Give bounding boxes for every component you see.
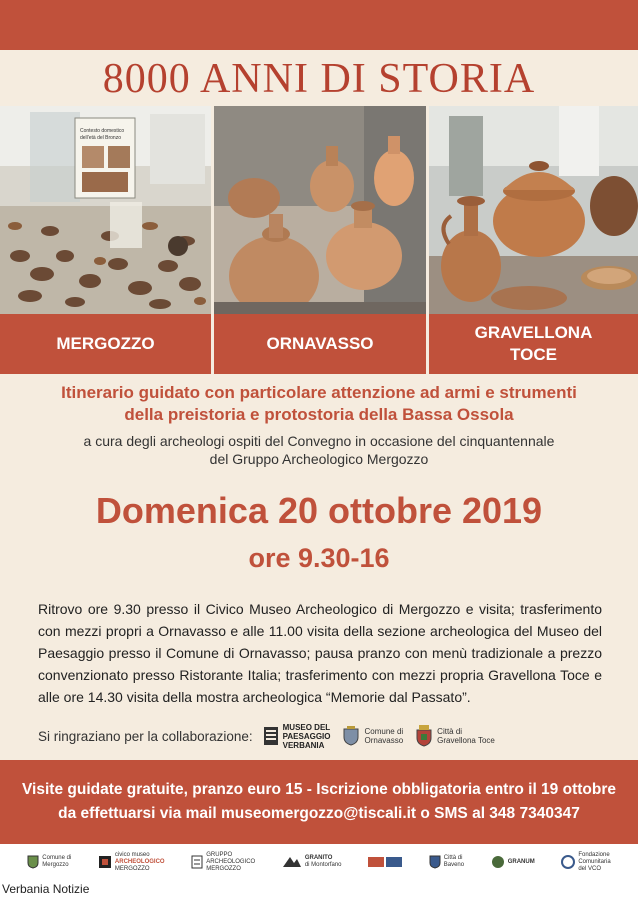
gravellona-crest-icon xyxy=(415,725,433,747)
photo-sign-line2: dell'età del Bronzo xyxy=(80,135,121,141)
sponsor-text: Mergozzo xyxy=(42,862,69,868)
itinerary-subtitle-line1: a cura degli archeologi ospiti del Convegno in occasione del cinquantennale xyxy=(83,433,555,449)
sponsor-text: civico museo xyxy=(114,851,150,858)
sponsor-text: Fondazione xyxy=(578,851,610,858)
sponsor-granito-montorfano xyxy=(282,855,342,869)
partner-text: Gravellona Toce xyxy=(437,736,495,745)
sponsor-text: MERGOZZO xyxy=(206,865,241,872)
event-description: Ritrovo ore 9.30 presso il Civico Museo Archeologico di Mergozzo e visita; trasferimento con mezzi propri a Ornavasso e alle 11.00 visita della sezione archeologica del Museo del Paesaggio presso il Comune di Ornavasso; pausa pranzo con menù tradizionale a prezzo convenzionato presso Ristorante Italia; trasferimento con mezzi propria Gravellona Toce e alle ore 14.30 visita della mostra archeologica “Memorie dal Passato”. xyxy=(38,601,602,705)
location-label-line2: TOCE xyxy=(510,345,557,364)
partner-text: Ornavasso xyxy=(364,736,404,745)
ornavasso-crest-icon xyxy=(342,726,360,746)
museo-logo-icon xyxy=(98,855,112,869)
itinerary-subtitle-line2: del Gruppo Archeologico Mergozzo xyxy=(209,451,429,467)
sponsor-text: del VCO xyxy=(578,865,602,872)
location-label-line1: MERGOZZO xyxy=(56,334,155,353)
sponsor-text: MERGOZZO xyxy=(114,865,150,872)
itinerary-heading xyxy=(20,382,618,426)
partner-text: VERBANIA xyxy=(282,740,325,750)
sponsor-gruppo-archeologico xyxy=(191,852,255,873)
photo-mergozzo-museum xyxy=(0,106,211,314)
sponsor-text: Comune di xyxy=(42,855,72,861)
mergozzo-crest-icon xyxy=(27,855,39,869)
partner-text: MUSEO DEL xyxy=(282,722,331,732)
sponsor-civico-museo xyxy=(98,852,165,873)
location-label-mergozzo xyxy=(0,314,211,374)
location-label-gravellona-toce xyxy=(429,314,638,374)
location-label-ornavasso xyxy=(214,314,426,374)
sponsor-logo-row xyxy=(0,844,638,880)
top-band xyxy=(0,0,638,50)
info-band xyxy=(0,760,638,844)
baveno-crest-icon xyxy=(429,855,441,869)
fondazione-logo-icon xyxy=(561,855,575,869)
partners-label: Si ringraziano per la collaborazione: xyxy=(38,728,253,744)
museo-paesaggio-logo-icon xyxy=(263,726,279,746)
regional-logos-icon xyxy=(368,855,402,869)
event-date: Domenica 20 ottobre 2019 xyxy=(95,490,543,531)
partners-row xyxy=(38,716,602,756)
sponsor-regional-strip xyxy=(368,855,402,869)
info-line2: da effettuarsi via mail museomergozzo@tiscali.it o SMS al 348 7340347 xyxy=(58,805,580,822)
photo-ornavasso-jars xyxy=(214,106,426,314)
location-strip xyxy=(0,314,638,374)
partner-text: PAESAGGIO xyxy=(282,731,331,741)
poster-title: 8000 ANNI DI STORIA xyxy=(102,56,536,102)
info-line1: Visite guidate gratuite, pranzo euro 15 - Iscrizione obbligatoria entro il 19 ottobre xyxy=(22,781,616,798)
location-label-line1: ORNAVASSO xyxy=(266,334,374,353)
photo-strip xyxy=(0,106,638,314)
location-label-line1: GRAVELLONA xyxy=(474,323,593,342)
sponsor-fondazione-comunitaria xyxy=(561,852,610,873)
sponsor-text: ARCHEOLOGICO xyxy=(206,858,256,865)
sponsor-text: GRANUM xyxy=(507,858,535,865)
sponsor-text: di Montorfano xyxy=(304,862,342,868)
sponsor-text: ARCHEOLOGICO xyxy=(114,858,165,865)
itinerary-heading-line1: Itinerario guidato con particolare attenzione ad armi e strumenti xyxy=(61,383,577,402)
sponsor-citta-baveno xyxy=(429,855,464,869)
event-hours: ore 9.30-16 xyxy=(248,543,390,573)
partner-museo-paesaggio xyxy=(263,723,331,750)
sponsor-text: GRUPPO xyxy=(206,851,233,858)
sponsor-comune-mergozzo xyxy=(27,855,71,869)
granum-logo-icon xyxy=(491,855,505,869)
sponsor-granum xyxy=(491,855,535,869)
partner-citta-gravellona-toce xyxy=(415,725,495,747)
watermark-credit: Verbania Notizie xyxy=(2,882,90,896)
sponsor-text: GRANITO xyxy=(304,855,333,861)
gruppo-logo-icon xyxy=(191,855,203,869)
partner-text: Comune di xyxy=(364,727,404,736)
sponsor-text: Città di xyxy=(443,855,463,861)
partner-comune-ornavasso xyxy=(342,726,403,746)
photo-gravellona-pottery xyxy=(429,106,638,314)
itinerary-subtitle xyxy=(20,432,618,468)
itinerary-heading-line2: della preistoria e protostoria della Bassa Ossola xyxy=(124,405,514,424)
sponsor-text: Baveno xyxy=(443,862,465,868)
granito-logo-icon xyxy=(282,855,302,869)
photo-sign-line1: Contesto domestico xyxy=(80,128,125,134)
partner-text: Città di xyxy=(437,727,463,736)
sponsor-text: Comunitaria xyxy=(578,858,611,865)
